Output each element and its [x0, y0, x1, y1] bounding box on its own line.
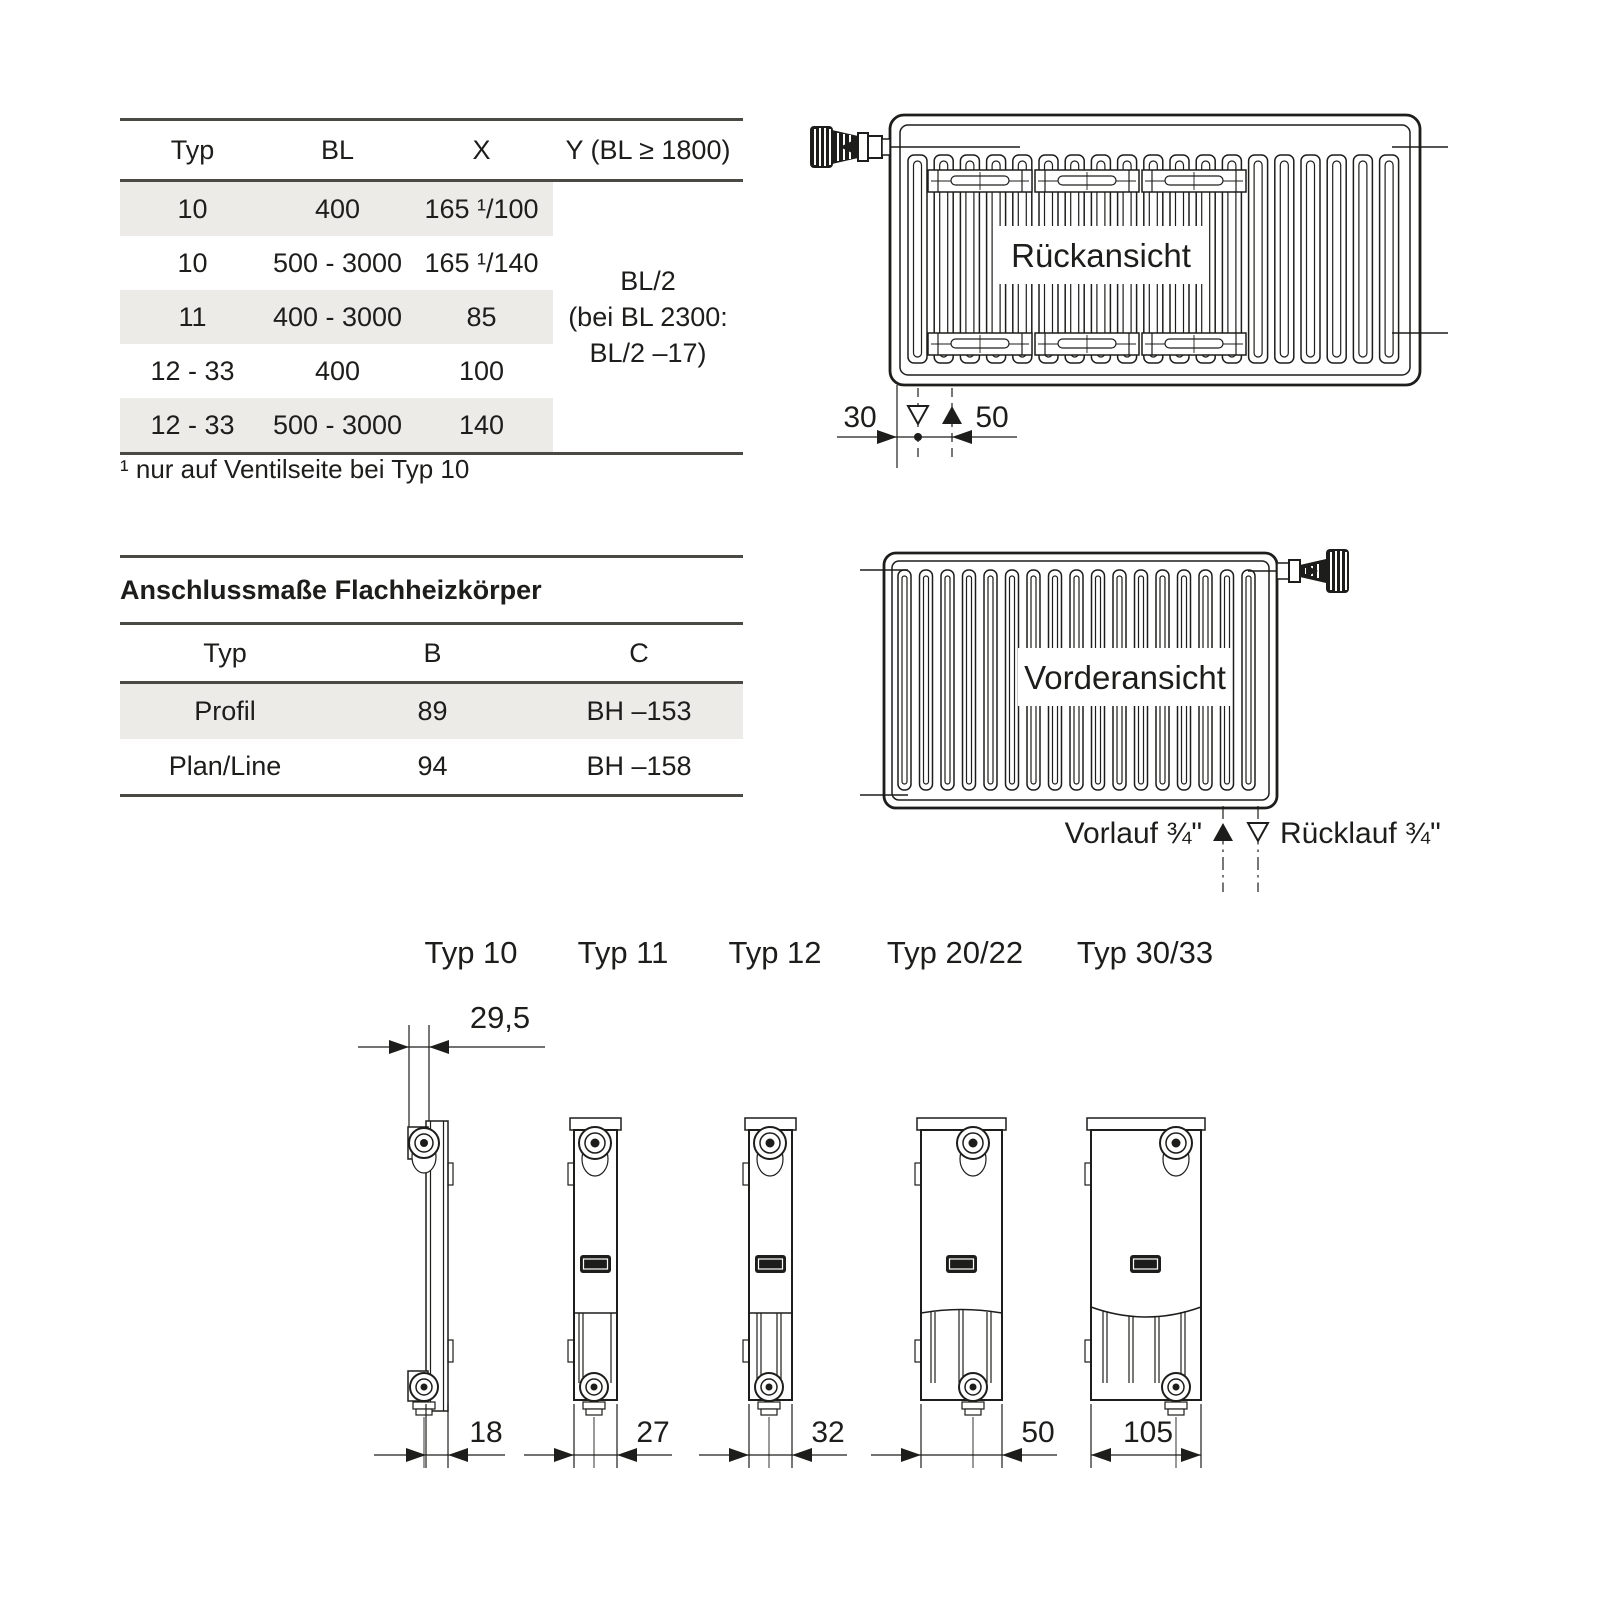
return-marker-icon [908, 406, 928, 424]
weld-bracket [1142, 333, 1246, 355]
weld-bracket [1035, 333, 1139, 355]
cell-bl: 400 [314, 355, 361, 386]
depth-dimension [374, 1404, 505, 1468]
depth-value: 18 [469, 1416, 503, 1449]
y-note-line: BL/2 [620, 266, 676, 296]
y-merged-cell [553, 182, 743, 452]
valve-depth-dimension [358, 1000, 545, 1129]
cell-b: 94 [417, 751, 448, 781]
dimensions-table-header [120, 118, 743, 182]
cell-c: BH –153 [586, 696, 692, 726]
connection-table-title: Anschlussmaße Flachheizkörper [120, 555, 743, 625]
table-row [120, 739, 743, 794]
weld-bracket [1035, 170, 1139, 192]
type-label: Typ 30/33 [1076, 935, 1214, 970]
brand-badge [1130, 1255, 1161, 1273]
col-header-typ: Typ [203, 637, 247, 668]
col-header-typ: Typ [170, 134, 215, 165]
cell-typ: Plan/Line [168, 751, 282, 781]
dimensions-table [120, 118, 743, 455]
dimensions-table-body [120, 182, 743, 455]
cell-bl: 400 - 3000 [272, 301, 403, 332]
drain-plug [586, 1409, 602, 1415]
col-header-b: B [423, 637, 442, 668]
table-row [120, 290, 553, 344]
flow-marker-icon [942, 406, 962, 424]
weld-bracket [928, 333, 1032, 355]
flow-marker-icon [1213, 823, 1233, 841]
cell-bl: 500 - 3000 [272, 409, 403, 440]
drain-plug [761, 1409, 777, 1415]
profile-typ-20-22 [871, 1118, 1057, 1468]
flow-label: Vorlauf ¾" [1064, 817, 1202, 850]
cell-x: 165 ¹/100 [424, 193, 539, 224]
depth-dimension [871, 1404, 1057, 1468]
cell-x: 100 [458, 355, 505, 386]
profile-typ-30-33 [1085, 1118, 1205, 1468]
cell-x: 165 ¹/140 [424, 247, 539, 278]
drain-plug [416, 1409, 432, 1415]
connection-table-header [120, 625, 743, 684]
connection-table [120, 555, 743, 797]
cell-typ: Profil [194, 696, 256, 726]
cell-bl: 400 [314, 193, 361, 224]
depth-value: 27 [636, 1416, 670, 1449]
type-label: Typ 10 [424, 935, 518, 970]
drain-plug [758, 1402, 780, 1409]
table-row [120, 236, 553, 290]
cell-x: 85 [466, 301, 497, 332]
col-header-x: X [472, 134, 491, 165]
type-label: Typ 12 [728, 935, 822, 970]
cell-typ: 12 - 33 [150, 355, 235, 386]
y-note-line: BL/2 –17) [589, 338, 707, 368]
dim-30: 30 [843, 401, 877, 434]
cell-typ: 10 [177, 247, 208, 278]
brand-badge [755, 1255, 786, 1273]
brand-badge [946, 1255, 977, 1273]
col-header-bl: BL [320, 134, 355, 165]
drain-plug [1168, 1409, 1184, 1415]
return-marker-icon [1248, 823, 1268, 841]
flow-return-markers [1065, 806, 1441, 892]
cell-b: 89 [417, 696, 448, 726]
col-header-y: Y (BL ≥ 1800) [565, 134, 731, 165]
drain-plug [965, 1409, 981, 1415]
front-view-label: Vorderansicht [1024, 659, 1226, 696]
weld-bracket [928, 170, 1032, 192]
profile-typ-12 [699, 1118, 847, 1468]
drain-plug [1165, 1402, 1187, 1409]
y-note-line: (bei BL 2300: [568, 302, 728, 332]
dim-29-5: 29,5 [469, 1000, 531, 1035]
type-profiles-drawing [350, 910, 1250, 1510]
cell-x: 140 [458, 409, 505, 440]
table-row [120, 344, 553, 398]
connection-dimensions [837, 385, 1017, 468]
return-label: Rücklauf ¾" [1280, 817, 1441, 850]
drain-plug [583, 1402, 605, 1409]
front-view-drawing [840, 540, 1460, 900]
dim-50: 50 [975, 401, 1009, 434]
connection-table-body [120, 684, 743, 797]
weld-bracket [1142, 170, 1246, 192]
cell-typ: 12 - 33 [150, 409, 235, 440]
rear-view-label: Rückansicht [1011, 237, 1191, 274]
drain-plug [962, 1402, 984, 1409]
cell-typ: 11 [178, 301, 207, 332]
cell-typ: 10 [177, 193, 208, 224]
cell-bl: 500 - 3000 [272, 247, 403, 278]
depth-value: 32 [811, 1416, 845, 1449]
type-label: Typ 20/22 [886, 935, 1024, 970]
depth-value: 105 [1122, 1416, 1174, 1449]
table-row [120, 684, 743, 739]
type-label: Typ 11 [577, 935, 669, 970]
profile-typ-11 [524, 1118, 672, 1468]
table-row [120, 182, 553, 236]
footnote: ¹ nur auf Ventilseite bei Typ 10 [120, 454, 470, 484]
drain-plug [413, 1402, 435, 1409]
profile-typ-10 [374, 1121, 505, 1468]
rear-view-drawing [780, 100, 1460, 490]
cell-c: BH –158 [586, 751, 692, 781]
col-header-c: C [629, 637, 649, 668]
brand-badge [580, 1255, 611, 1273]
depth-value: 50 [1021, 1416, 1055, 1449]
table-row [120, 398, 553, 452]
